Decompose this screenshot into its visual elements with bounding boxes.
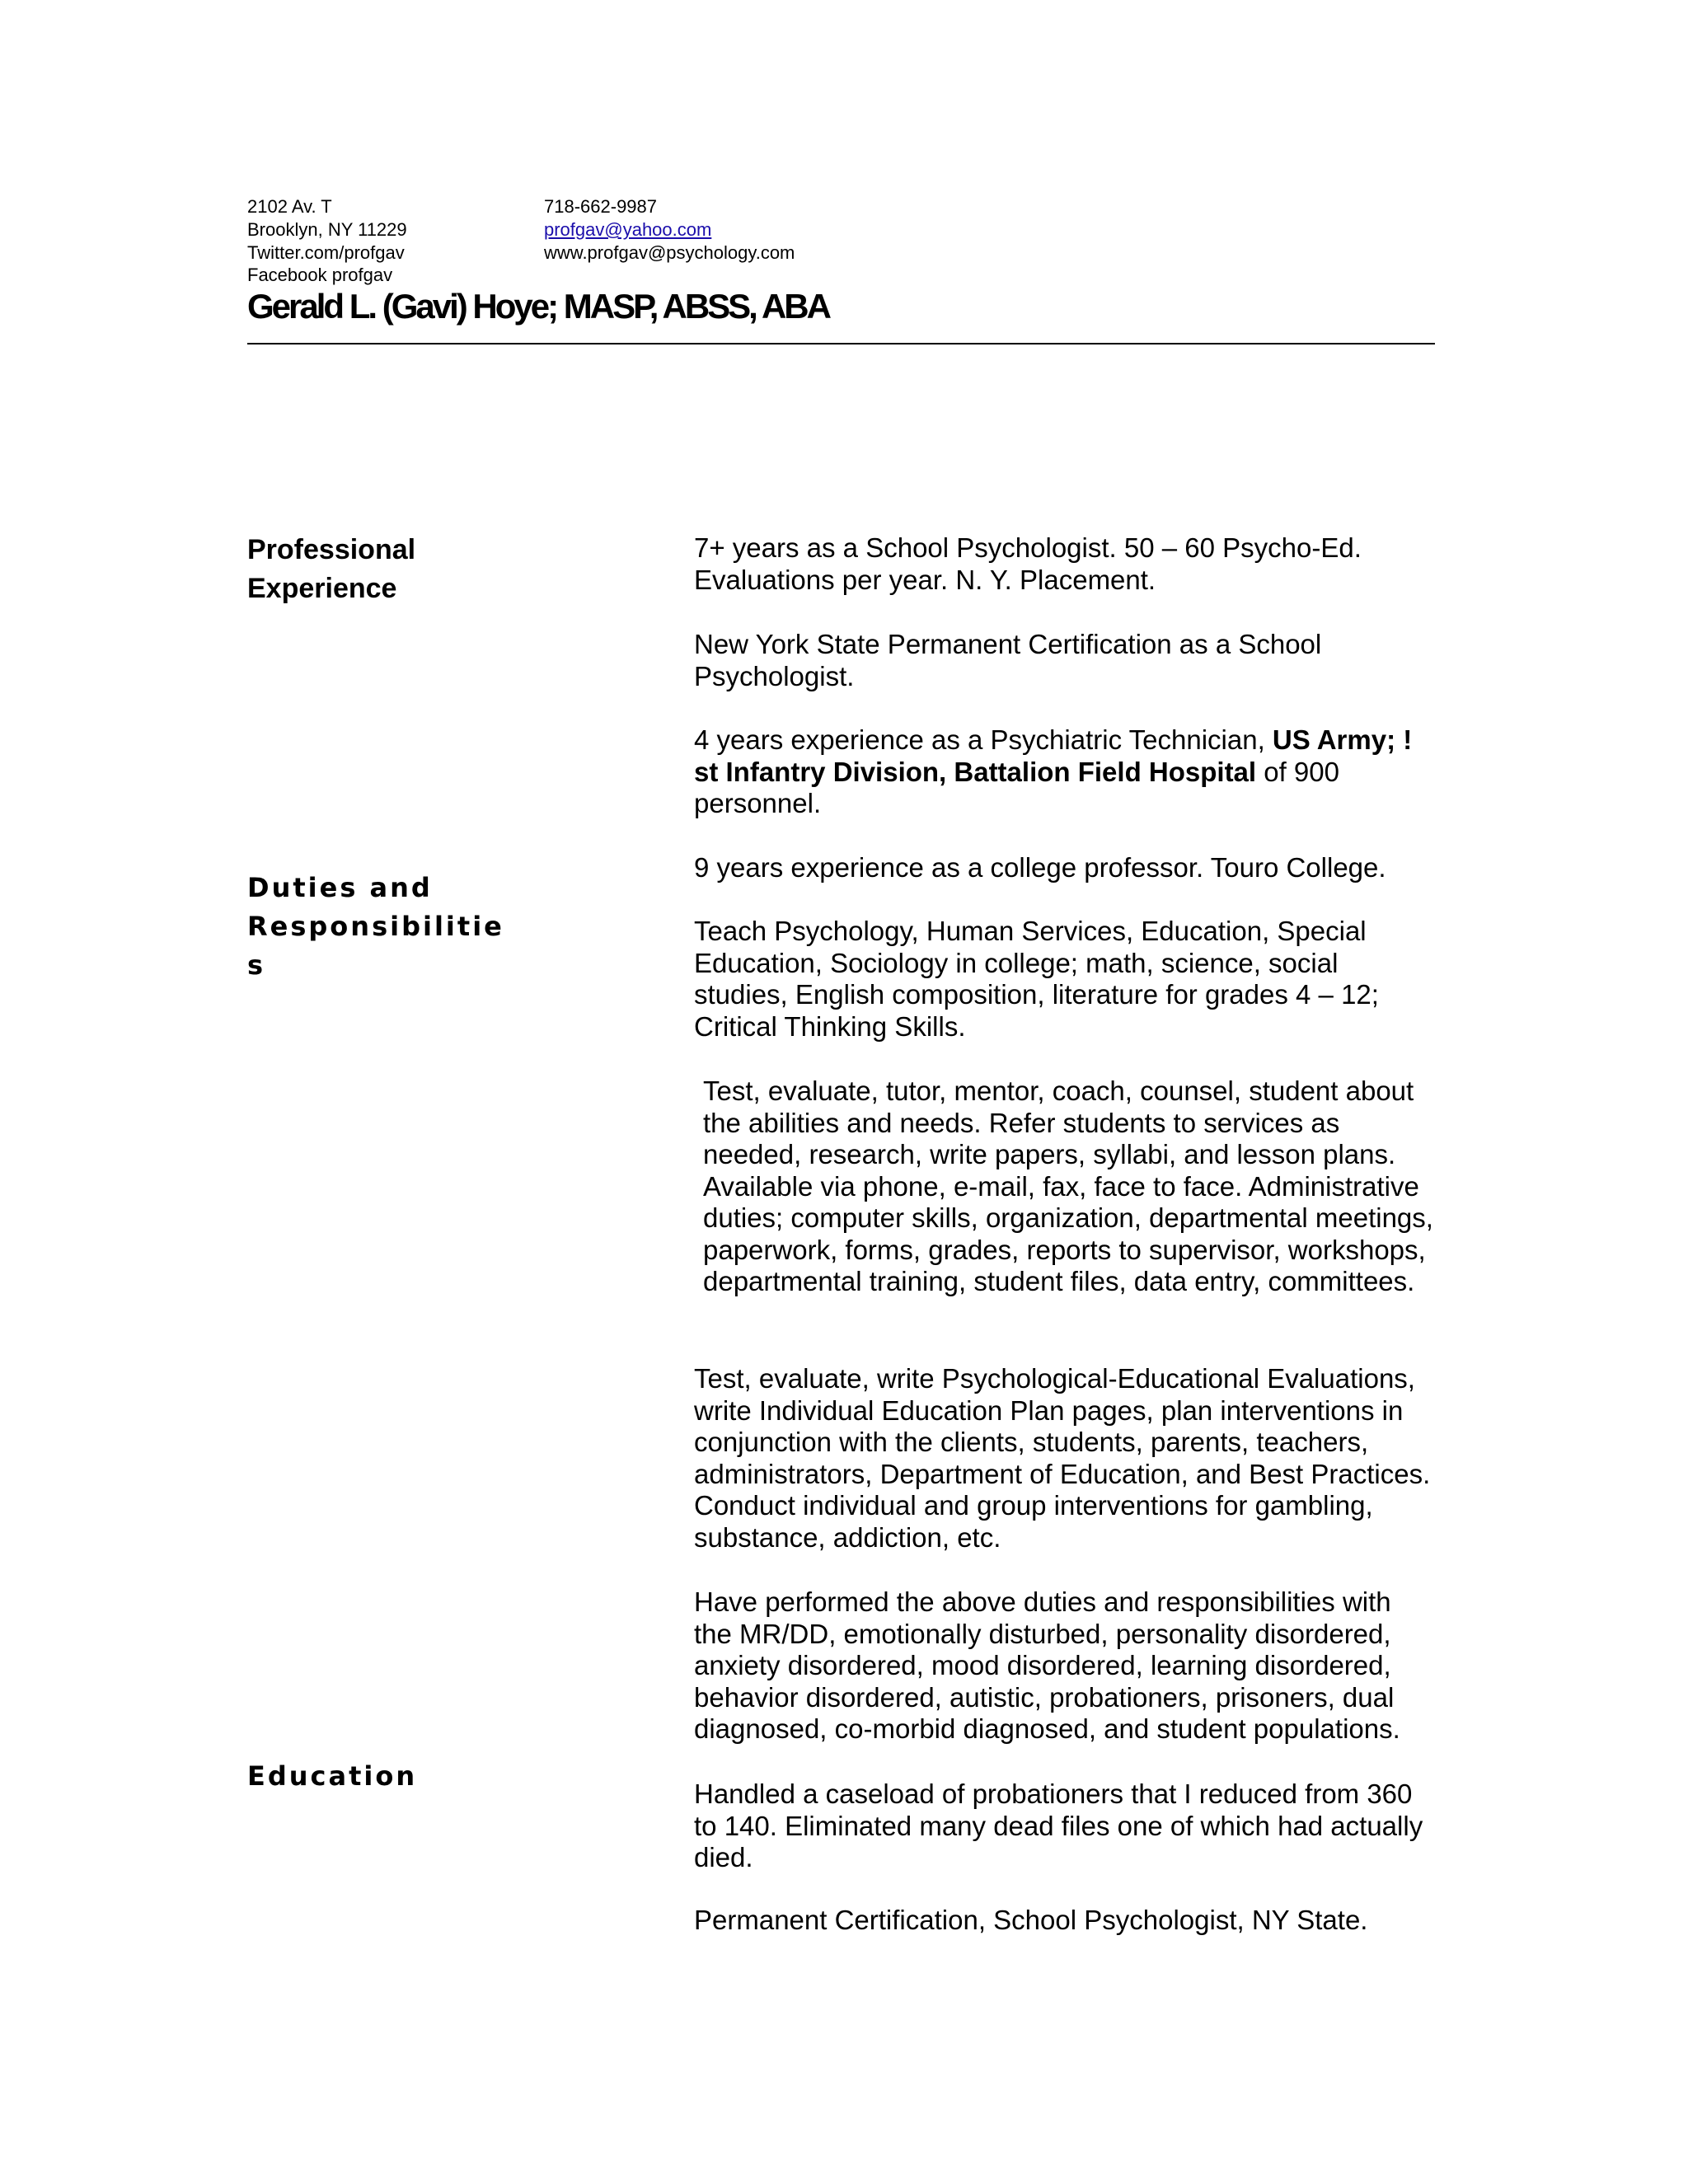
paragraph-school-psychologist: 7+ years as a School Psychologist. 50 – 60 Psycho-Ed. Evaluations per year. N. Y. Placement. bbox=[694, 532, 1362, 595]
heading-line: Responsibilitie bbox=[247, 911, 504, 942]
heading-line: Professional bbox=[247, 534, 416, 565]
paragraph-education: Permanent Certification, School Psychologist, NY State. bbox=[694, 1905, 1368, 1935]
paragraph-certification: New York State Permanent Certification as a School Psychologist. bbox=[694, 629, 1322, 691]
heading-line: s bbox=[247, 949, 266, 981]
paragraph-caseload: Handled a caseload of probationers that I reduced from 360 to 140. Eliminated many dead files one of which had actually died. bbox=[694, 1779, 1423, 1872]
phone-number: 718-662-9987 bbox=[544, 196, 658, 217]
address-line-2: Brooklyn, NY 11229 bbox=[247, 219, 407, 240]
heading-line: Education bbox=[247, 1760, 418, 1792]
heading-line: Duties and bbox=[247, 872, 433, 903]
email-link[interactable]: profgav@yahoo.com bbox=[544, 219, 712, 240]
heading-line: Experience bbox=[247, 573, 397, 604]
heading-education bbox=[247, 1757, 417, 1796]
paragraph-evaluations: Test, evaluate, write Psychological-Educational Evaluations, write Individual Education Plan pages, plan interventions in conjunction with the clients, students, parents, teachers, administrators, Department of Education, and Best Practices. Conduct individual and group interventions for gambling, substance, addiction, etc. bbox=[694, 1363, 1431, 1553]
facebook-handle: Facebook profgav bbox=[247, 265, 393, 285]
army-unit-bold: US Army; ! st Infantry Division, Battalion Field Hospital bbox=[694, 724, 1413, 787]
heading-professional-experience bbox=[247, 531, 415, 608]
header-divider bbox=[247, 343, 1435, 344]
twitter-handle: Twitter.com/profgav bbox=[247, 242, 405, 263]
army-text-pre: 4 years experience as a Psychiatric Technician, bbox=[694, 724, 1273, 755]
address-line-1: 2102 Av. T bbox=[247, 196, 332, 217]
paragraph-populations: Have performed the above duties and responsibilities with the MR/DD, emotionally disturbed, personality disordered, anxiety disordered, mood disordered, learning disordered, behavior disordered, autistic, probationers, prisoners, dual diagnosed, co-morbid diagnosed, and student populations. bbox=[694, 1586, 1400, 1744]
paragraph-army-experience bbox=[694, 724, 1436, 820]
paragraph-teaching: Teach Psychology, Human Services, Education, Special Education, Sociology in college; math, science, social studies, English composition, literature for grades 4 – 12; Critical Thinking Skills. bbox=[694, 916, 1379, 1042]
army-text-post: of 900 personnel. bbox=[694, 756, 1339, 818]
website: www.profgav@psychology.com bbox=[544, 242, 795, 263]
resume-name: Gerald L. (Gavi) Hoye; MASP, ABSS, ABA bbox=[247, 287, 829, 326]
paragraph-duties: Test, evaluate, tutor, mentor, coach, counsel, student about the abilities and needs. Refer students to services as needed, research, write papers, syllabi, and lesson plans. Available via phone, e-mail, fax, face to face. Administrative duties; computer skills, organization, departmental meetings, paperwork, forms, grades, reports to supervisor, workshops, departmental training, student files, data entry, committees. bbox=[703, 1076, 1433, 1296]
paragraph-professor: 9 years experience as a college professor. Touro College. bbox=[694, 852, 1386, 883]
heading-duties bbox=[247, 869, 504, 985]
